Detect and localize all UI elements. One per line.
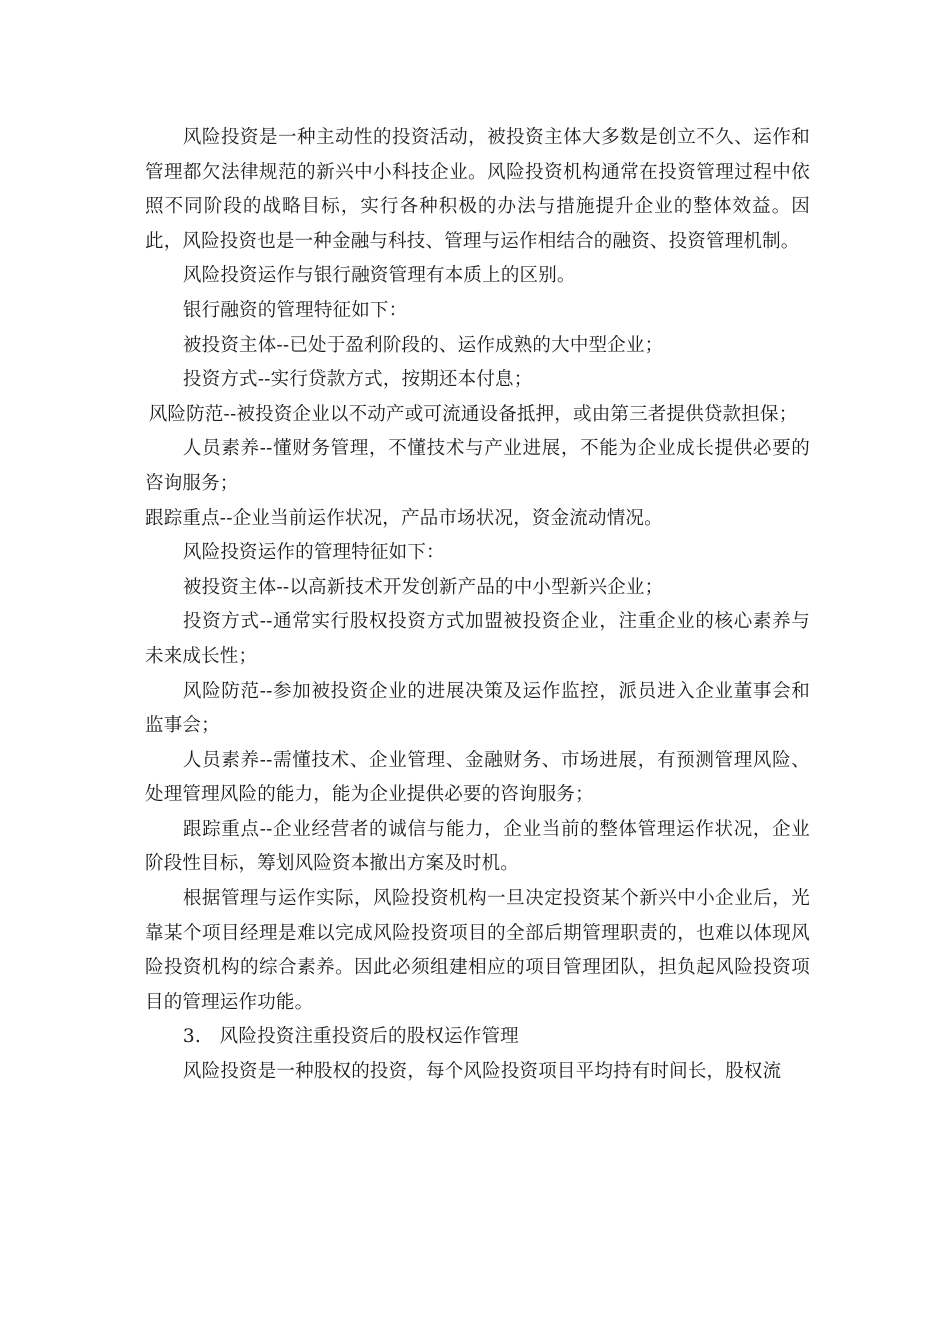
section-heading-3: 3. 风险投资注重投资后的股权运作管理 xyxy=(182,1026,519,1048)
paragraph-3: 银行融资的管理特征如下： xyxy=(182,299,408,321)
paragraph-2: 风险投资运作与银行融资管理有本质上的区别。 xyxy=(182,265,576,287)
paragraph-11: 投资方式--通常实行股权投资方式加盟被投资企业，注重企业的核心素养与未来成长性； xyxy=(145,611,810,667)
paragraph-15: 根据管理与运作实际，风险投资机构一旦决定投资某个新兴中小企业后，光靠某个项目经理是难以完成风险投资项目的全部后期管理职责的，也难以体现风险投资机构的综合素养。因此必须组建相应的项目管理团队，担负起风险投资项目的管理运作功能。 xyxy=(145,888,810,1013)
paragraph-10: 被投资主体--以高新技术开发创新产品的中小型新兴企业； xyxy=(182,576,664,598)
paragraph-8: 跟踪重点--企业当前运作状况，产品市场状况，资金流动情况。 xyxy=(145,507,663,529)
paragraph-14: 跟踪重点--企业经营者的诚信与能力，企业当前的整体管理运作状况，企业阶段性目标，筹划风险资本撤出方案及时机。 xyxy=(145,818,810,875)
paragraph-17: 风险投资是一种股权的投资，每个风险投资项目平均持有时间长，股权流 xyxy=(182,1061,782,1083)
document-body xyxy=(145,121,810,1090)
paragraph-7: 人员素养--懂财务管理，不懂技术与产业进展，不能为企业成长提供必要的咨询服务； xyxy=(145,438,810,494)
paragraph-13: 人员素养--需懂技术、企业管理、金融财务、市场进展，有预测管理风险、处理管理风险的能力，能为企业提供必要的咨询服务； xyxy=(145,749,810,806)
paragraph-12: 风险防范--参加被投资企业的进展决策及运作监控，派员进入企业董事会和监事会； xyxy=(145,680,810,737)
paragraph-6: 风险防范--被投资企业以不动产或可流通设备抵押，或由第三者提供贷款担保； xyxy=(148,403,798,425)
paragraph-1: 风险投资是一种主动性的投资活动，被投资主体大多数是创立不久、运作和管理都欠法律规范的新兴中小科技企业。风险投资机构通常在投资管理过程中依照不同阶段的战略目标，实行各种积极的办法与措施提升企业的整体效益。因此，风险投资也是一种金融与科技、管理与运作相结合的融资、投资管理机制。 xyxy=(145,127,810,252)
paragraph-9: 风险投资运作的管理特征如下： xyxy=(182,542,445,564)
paragraph-5: 投资方式--实行贷款方式，按期还本付息； xyxy=(182,369,533,391)
paragraph-4: 被投资主体--已处于盈利阶段的、运作成熟的大中型企业； xyxy=(182,334,664,356)
